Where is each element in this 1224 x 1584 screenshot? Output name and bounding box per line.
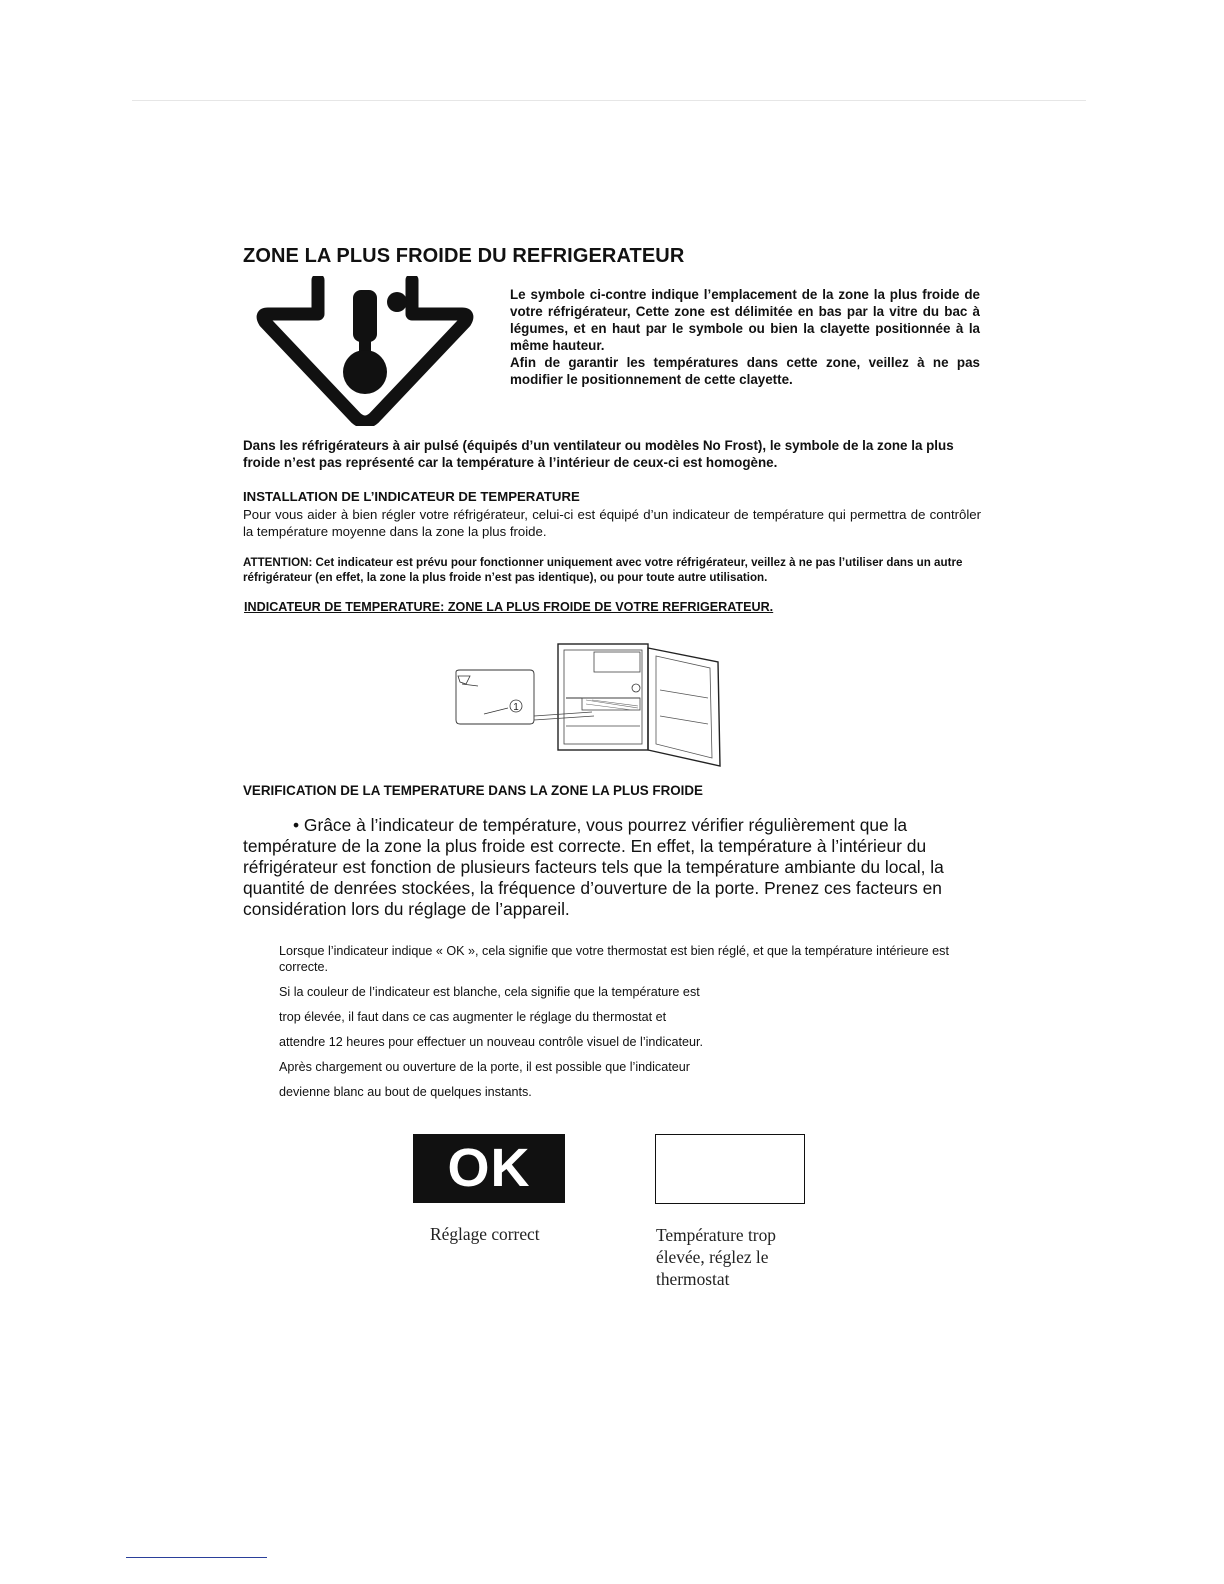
installation-body: Pour vous aider à bien régler votre réfrigérateur, celui-ci est équipé d’un indicateur de température qui permettra de contrôler la température moyenne dans la zone la plus froide. (243, 507, 981, 539)
note-white-line: trop élevée, il faut dans ce cas augmenter le réglage du thermostat et (279, 1010, 667, 1024)
ok-indicator: OK (413, 1134, 565, 1203)
note-after-line: Après chargement ou ouverture de la porte, il est possible que l’indicateur (279, 1060, 690, 1074)
note-white-line: Si la couleur de l’indicateur est blanche, cela signifie que la température est (279, 985, 700, 999)
verification-heading: VERIFICATION DE LA TEMPERATURE DANS LA ZONE LA PLUS FROIDE (243, 783, 703, 798)
no-frost-note: Dans les réfrigérateurs à air pulsé (équipés d’un ventilateur ou modèles No Frost), le symbole de la zone la plus froide n’est pas représenté car la température à l’intérieur de ceux-ci est homogène. (243, 438, 954, 470)
white-indicator (655, 1134, 805, 1204)
installation-heading: INSTALLATION DE L’INDICATEUR DE TEMPERATURE (243, 489, 580, 504)
white-caption: Température trop élevée, réglez le thermostat (656, 1225, 776, 1289)
note-ok: Lorsque l’indicateur indique « OK », cela signifie que votre thermostat est bien réglé, et que la température intérieure est correcte. (279, 944, 949, 974)
intro-paragraph: Le symbole ci-contre indique l’emplacement de la zone la plus froide de votre réfrigérateur, Cette zone est délimitée en bas par la vitre du bac à légumes, et en haut par le symbole ou bien la clayette positionnée à la même hauteur. (510, 287, 980, 353)
coldest-zone-symbol-icon (254, 276, 476, 426)
verification-first-line: • Grâce à l’indicateur de température, vous pourrez vérifier régulièrement que la (293, 815, 908, 835)
indicator-notes (279, 943, 989, 1109)
footnote-divider (126, 1557, 267, 1558)
note-after-line: devienne blanc au bout de quelques instants. (279, 1085, 532, 1099)
note-white-line: attendre 12 heures pour effectuer un nouveau contrôle visuel de l’indicateur. (279, 1035, 704, 1049)
attention-warning: ATTENTION: Cet indicateur est prévu pour fonctionner uniquement avec votre réfrigérateur, veillez à ne pas l’utiliser dans un autre réfrigérateur (en effet, la zone la plus froide n’est pas identique), ou pour toute autre utilisation. (243, 556, 963, 584)
diagram-callout-number: 1 (513, 702, 519, 713)
indicator-heading: INDICATEUR DE TEMPERATURE: ZONE LA PLUS FROIDE DE VOTRE REFRIGERATEUR. (244, 600, 774, 614)
intro-paragraph: Afin de garantir les températures dans cette zone, veillez à ne pas modifier le positionnement de cette clayette. (510, 355, 980, 387)
page-title: ZONE LA PLUS FROIDE DU REFRIGERATEUR (243, 245, 685, 267)
verification-body (243, 815, 967, 920)
ok-caption: Réglage correct (430, 1224, 540, 1244)
coldest-zone-intro (510, 286, 980, 388)
top-divider (132, 100, 1086, 101)
fridge-indicator-diagram (452, 640, 728, 770)
verification-continuation: température de la zone la plus froide est correcte. En effet, la température à l’intérieur du réfrigérateur est fonction de plusieurs facteurs tels que la température ambiante du local, la quantité de denrées stockées, la fréquence d’ouverture de la porte. Prenez ces facteurs en considération lors du réglage de l’appareil. (243, 836, 944, 919)
